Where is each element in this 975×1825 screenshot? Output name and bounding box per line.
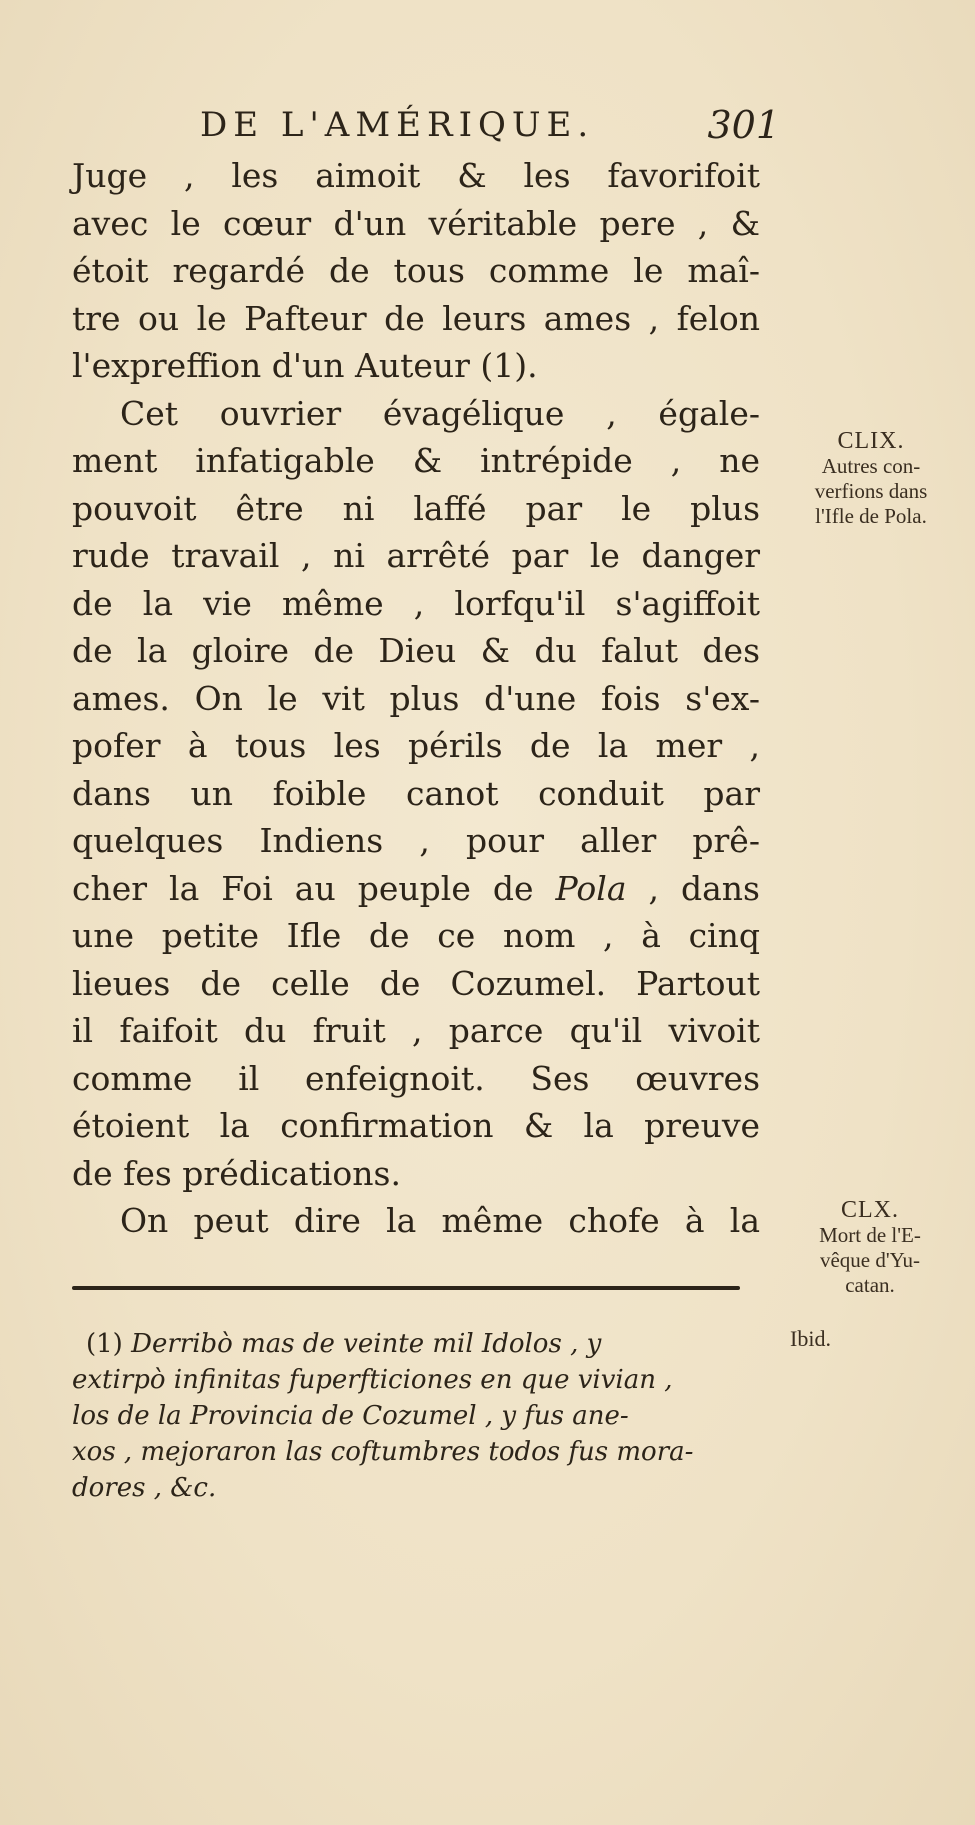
text-line: étoient la confirmation & la preuve [72,1106,760,1145]
text-line: tre ou le Pafteur de leurs ames , felon [72,298,760,338]
footnote-text: Derribò mas de veinte mil Idolos , y [131,1329,602,1359]
text-line: de la gloire de Dieu & du falut des [72,631,760,670]
footnote-line: extirpò infinitas fuperfticiones en que vivian , [72,1365,673,1395]
margin-note-line: Autres con- [821,454,921,478]
margin-note-clx [770,1197,970,1298]
margin-note-line: verfions dans [814,479,928,503]
page-number: 301 [707,103,780,147]
margin-note-line: l'Ifle de Pola. [815,504,927,528]
margin-note-number: CLIX. [837,428,905,454]
text-line: dans un foible canot conduit par [72,773,760,813]
margin-note-line: catan. [845,1273,895,1297]
footnote [72,1326,748,1506]
text-line: une petite Ifle de ce nom , à cinq [72,916,760,955]
text-line: pofer à tous les périls de la mer , [72,726,760,765]
margin-note-line: vêque d'Yu- [819,1248,920,1272]
text-line: lieues de celle de Cozumel. Partout [72,963,760,1003]
text-line: comme il enfeignoit. Ses œuvres [72,1058,760,1098]
page-header [200,100,780,150]
text-fragment: cher la Foi au peuple de [72,868,556,908]
text-fragment: , dans [626,868,760,908]
text-line: il faifoit du fruit , parce qu'il vivoit [72,1011,760,1050]
footnote-line [72,1326,748,1362]
text-line: étoit regardé de tous comme le maî- [72,251,760,290]
footnote-line: xos , mejoraron las coftumbres todos fus mora- [72,1437,694,1467]
running-head: DE L'AMÉRIQUE. [200,105,595,145]
text-line: avec le cœur d'un véritable pere , & [72,203,760,243]
text-line: de la vie même , lorfqu'il s'agiffoit [72,583,760,623]
text-line-with-italic [72,865,760,913]
text-line: ames. On le vit plus d'une fois s'ex- [72,678,760,718]
text-line: On peut dire la même chofe à la [120,1201,760,1240]
italic-place-name: Pola [555,868,627,908]
text-line: ment infatigable & intrépide , ne [72,441,760,480]
footnote-marker: (1) [86,1329,123,1359]
main-text [72,152,760,1245]
text-line: quelques Indiens , pour aller prê- [72,821,760,860]
footnote-line: los de la Provincia de Cozumel , y fus ane- [72,1401,629,1431]
text-line: Cet ouvrier évagélique , égale- [120,393,760,433]
margin-note-line: Mort de l'E- [819,1223,921,1247]
text-line: de fes prédications. [72,1153,401,1193]
text-line: rude travail , ni arrêté par le danger [72,536,760,575]
text-line: l'expreffion d'un Auteur (1). [72,346,538,385]
margin-note-clix [766,428,975,529]
text-line: pouvoit être ni laffé par le plus [72,488,760,528]
footnote-rule [72,1286,740,1290]
footnote-line: dores , &c. [72,1473,217,1503]
margin-note-ibid: Ibid. [790,1326,831,1351]
text-line: Juge , les aimoit & les favorifoit [72,156,760,195]
margin-note-number: CLX. [841,1197,899,1223]
